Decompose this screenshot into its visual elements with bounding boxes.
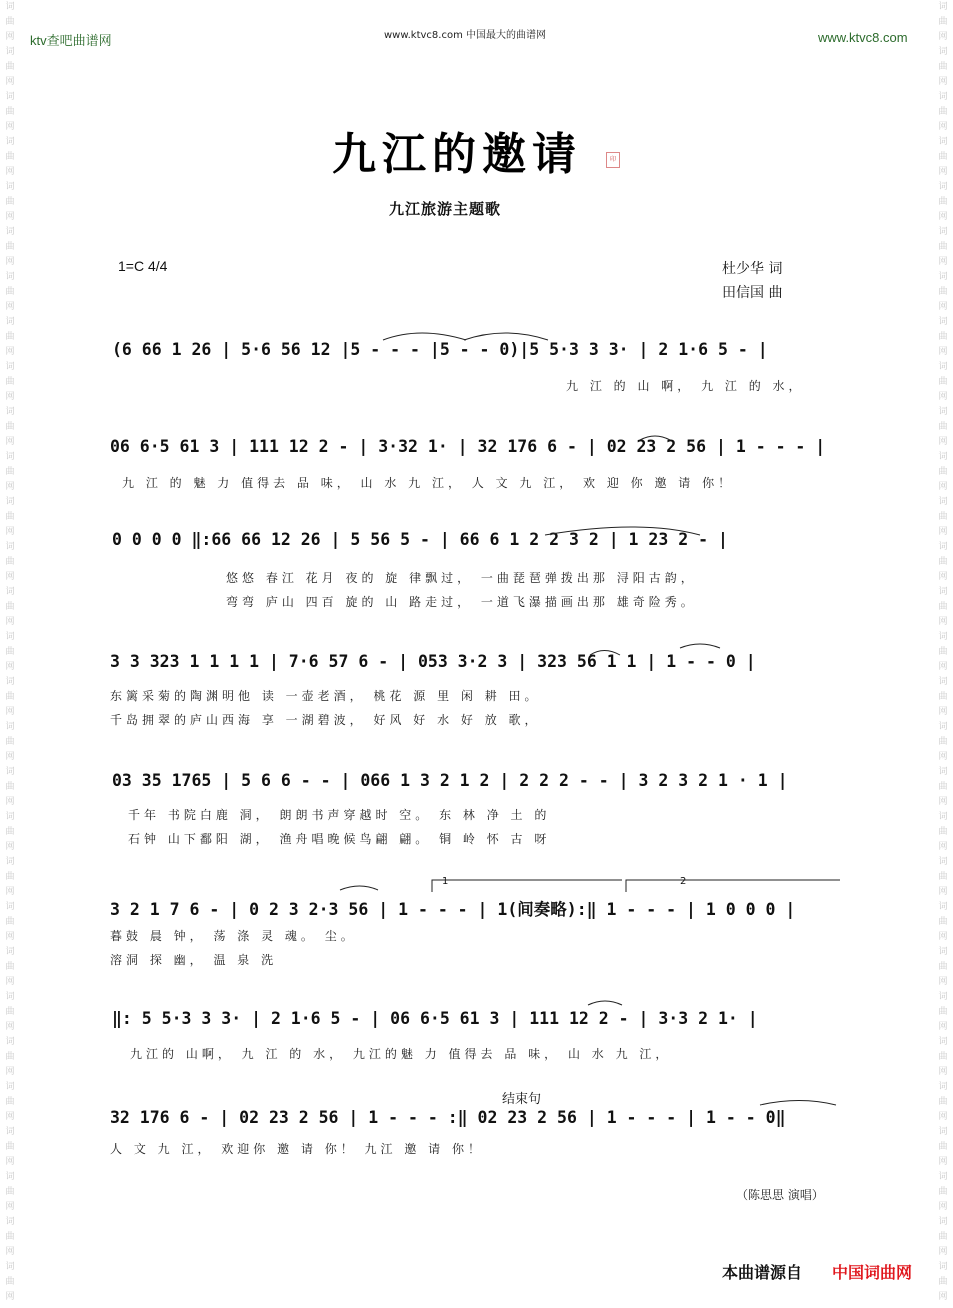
watermark-char: 网 bbox=[5, 1247, 15, 1257]
watermark-char: 曲 bbox=[938, 1232, 948, 1242]
watermark-char: 网 bbox=[5, 1112, 15, 1122]
watermark-char: 词 bbox=[5, 452, 15, 462]
watermark-char: 曲 bbox=[938, 107, 948, 117]
watermark-char: 网 bbox=[5, 1067, 15, 1077]
watermark-char: 网 bbox=[938, 842, 948, 852]
watermark-char: 词 bbox=[5, 407, 15, 417]
slur-mark bbox=[545, 527, 700, 535]
watermark-char: 曲 bbox=[938, 917, 948, 927]
watermark-char: 曲 bbox=[938, 872, 948, 882]
watermark-char: 曲 bbox=[938, 287, 948, 297]
lyric-line-5-verse-2: 石钟 山下鄱阳 湖， 渔舟唱晚候鸟翩 翩。 铜 岭 怀 古 呀 bbox=[128, 832, 551, 846]
watermark-char: 词 bbox=[5, 227, 15, 237]
slur-mark bbox=[588, 1001, 622, 1005]
watermark-char: 词 bbox=[938, 497, 948, 507]
volta-2-number: 2 bbox=[680, 876, 687, 887]
watermark-char: 网 bbox=[938, 887, 948, 897]
ending-label: 结束句 bbox=[502, 1092, 542, 1107]
watermark-char: 曲 bbox=[5, 107, 15, 117]
watermark-char: 词 bbox=[5, 677, 15, 687]
watermark-char: 网 bbox=[5, 302, 15, 312]
watermark-char: 曲 bbox=[938, 962, 948, 972]
lyricist-credit: 杜少华 词 bbox=[722, 261, 783, 277]
watermark-char: 词 bbox=[5, 857, 15, 867]
watermark-char: 曲 bbox=[5, 962, 15, 972]
watermark-char: 词 bbox=[5, 362, 15, 372]
watermark-char: 网 bbox=[5, 77, 15, 87]
watermark-char: 网 bbox=[938, 77, 948, 87]
watermark-char: 词 bbox=[5, 317, 15, 327]
seal-stamp: 印 bbox=[606, 152, 620, 168]
watermark-char: 词 bbox=[5, 2, 15, 12]
lyric-line-1-verse-1: 九 江 的 山 啊， 九 江 的 水， bbox=[566, 379, 805, 393]
watermark-char: 词 bbox=[5, 47, 15, 57]
watermark-char: 词 bbox=[938, 542, 948, 552]
watermark-char: 词 bbox=[5, 767, 15, 777]
watermark-char: 词 bbox=[5, 1082, 15, 1092]
watermark-char: 词 bbox=[938, 1037, 948, 1047]
watermark-char: 网 bbox=[938, 32, 948, 42]
score-line-7: ‖: 5 5·3 3 3· | 2 1·6 5 - | 06 6·5 61 3 | 111 12 2 - | 3·3 2 1· | bbox=[112, 1009, 758, 1028]
watermark-char: 曲 bbox=[938, 1277, 948, 1287]
watermark-char: 曲 bbox=[5, 242, 15, 252]
watermark-char: 词 bbox=[5, 137, 15, 147]
watermark-char: 词 bbox=[5, 497, 15, 507]
watermark-char: 曲 bbox=[938, 512, 948, 522]
watermark-char: 网 bbox=[5, 122, 15, 132]
watermark-char: 曲 bbox=[938, 377, 948, 387]
watermark-char: 词 bbox=[5, 182, 15, 192]
watermark-char: 词 bbox=[938, 227, 948, 237]
watermark-char: 曲 bbox=[938, 17, 948, 27]
watermark-char: 网 bbox=[938, 527, 948, 537]
watermark-char: 网 bbox=[5, 797, 15, 807]
lyric-line-7-verse-1: 九江的 山啊， 九 江 的 水， 九江的魅 力 值得去 品 味， 山 水 九 江， bbox=[130, 1047, 672, 1061]
watermark-char: 词 bbox=[5, 587, 15, 597]
watermark-char: 曲 bbox=[5, 1007, 15, 1017]
watermark-char: 词 bbox=[938, 1082, 948, 1092]
watermark-char: 词 bbox=[938, 1262, 948, 1272]
watermark-char: 网 bbox=[938, 1112, 948, 1122]
watermark-char: 词 bbox=[5, 992, 15, 1002]
watermark-char: 网 bbox=[5, 662, 15, 672]
watermark-char: 曲 bbox=[938, 1142, 948, 1152]
watermark-char: 曲 bbox=[5, 647, 15, 657]
watermark-char: 网 bbox=[938, 797, 948, 807]
watermark-char: 曲 bbox=[938, 1052, 948, 1062]
watermark-char: 曲 bbox=[938, 557, 948, 567]
watermark-char: 网 bbox=[938, 257, 948, 267]
watermark-char: 词 bbox=[938, 407, 948, 417]
watermark-char: 词 bbox=[938, 47, 948, 57]
header-site-name[interactable]: ktv查吧曲谱网 bbox=[30, 33, 112, 48]
watermark-char: 词 bbox=[5, 947, 15, 957]
watermark-char: 网 bbox=[5, 887, 15, 897]
volta-1-number: 1 bbox=[442, 876, 449, 887]
header-site-tagline[interactable]: www.ktvc8.com 中国最大的曲谱网 bbox=[384, 30, 547, 41]
watermark-char: 词 bbox=[938, 182, 948, 192]
watermark-char: 网 bbox=[938, 482, 948, 492]
composer-credit: 田信国 曲 bbox=[722, 285, 783, 301]
score-line-3: 0 0 0 0 ‖:66 66 12 26 | 5 56 5 - | 66 6 1 2 2 3 2 | 1 23 2 - | bbox=[112, 530, 728, 549]
watermark-char: 网 bbox=[938, 347, 948, 357]
watermark-char: 词 bbox=[938, 137, 948, 147]
watermark-char: 曲 bbox=[5, 1097, 15, 1107]
watermark-char: 词 bbox=[5, 812, 15, 822]
watermark-char: 曲 bbox=[938, 827, 948, 837]
key-time-signature: 1=C 4/4 bbox=[118, 258, 168, 274]
lyric-line-2-verse-1: 九 江 的 魅 力 值得去 品 味， 山 水 九 江， 人 文 九 江， 欢 迎 你 邀 请 你！ bbox=[122, 476, 735, 490]
watermark-char: 网 bbox=[5, 347, 15, 357]
watermark-char: 词 bbox=[5, 1262, 15, 1272]
watermark-char: 网 bbox=[938, 1202, 948, 1212]
lyric-line-3-verse-1: 悠悠 春江 花月 夜的 旋 律飘过， 一曲琵琶弹拨出那 浔阳古韵， bbox=[226, 571, 697, 585]
watermark-char: 网 bbox=[5, 1202, 15, 1212]
slur-mark bbox=[340, 886, 378, 890]
watermark-char: 词 bbox=[938, 857, 948, 867]
source-site-name[interactable]: 中国词曲网 bbox=[832, 1263, 913, 1282]
watermark-char: 网 bbox=[938, 1157, 948, 1167]
lyric-line-5-verse-1: 千年 书院白鹿 洞， 朗朗书声穿越时 空。 东 林 净 土 的 bbox=[128, 808, 551, 822]
watermark-char: 曲 bbox=[938, 782, 948, 792]
watermark-char: 网 bbox=[938, 662, 948, 672]
watermark-char: 曲 bbox=[938, 647, 948, 657]
slur-mark bbox=[590, 651, 620, 656]
watermark-char: 词 bbox=[938, 362, 948, 372]
watermark-char: 曲 bbox=[938, 692, 948, 702]
watermark-char: 网 bbox=[5, 572, 15, 582]
watermark-char: 词 bbox=[5, 92, 15, 102]
source-label: 本曲谱源自 bbox=[722, 1263, 803, 1282]
watermark-char: 网 bbox=[938, 212, 948, 222]
watermark-char: 曲 bbox=[938, 242, 948, 252]
lyric-line-6-verse-2: 溶洞 探 幽， 温 泉 洗 bbox=[110, 953, 278, 967]
watermark-char: 曲 bbox=[938, 1187, 948, 1197]
slur-mark bbox=[760, 1101, 836, 1106]
watermark-char: 网 bbox=[5, 977, 15, 987]
performer-credit: （陈思思 演唱） bbox=[736, 1188, 824, 1202]
watermark-char: 词 bbox=[5, 902, 15, 912]
watermark-char: 曲 bbox=[5, 512, 15, 522]
watermark-char: 曲 bbox=[5, 1142, 15, 1152]
watermark-char: 词 bbox=[938, 587, 948, 597]
score-line-1: (6 66 1 26 | 5·6 56 12 |5 - - - |5 - - 0)|5 5·3 3 3· | 2 1·6 5 - | bbox=[112, 340, 768, 359]
watermark-char: 词 bbox=[938, 272, 948, 282]
watermark-char: 词 bbox=[5, 1037, 15, 1047]
watermark-char: 曲 bbox=[5, 17, 15, 27]
watermark-char: 曲 bbox=[5, 287, 15, 297]
watermark-char: 词 bbox=[938, 677, 948, 687]
watermark-char: 网 bbox=[938, 752, 948, 762]
watermark-char: 词 bbox=[5, 1127, 15, 1137]
song-subtitle: 九江旅游主题歌 bbox=[389, 200, 502, 218]
lyric-line-6-verse-1: 暮鼓 晨 钟， 荡 涤 灵 魂。 尘。 bbox=[110, 929, 357, 943]
score-line-8: 32 176 6 - | 02 23 2 56 | 1 - - - :‖ 02 23 2 56 | 1 - - - | 1 - - 0‖ bbox=[110, 1108, 786, 1127]
watermark-char: 曲 bbox=[938, 62, 948, 72]
watermark-char: 网 bbox=[938, 572, 948, 582]
watermark-char: 词 bbox=[5, 1217, 15, 1227]
watermark-char: 网 bbox=[5, 212, 15, 222]
watermark-char: 网 bbox=[5, 932, 15, 942]
watermark-char: 曲 bbox=[938, 197, 948, 207]
watermark-char: 词 bbox=[5, 1172, 15, 1182]
watermark-char: 网 bbox=[938, 617, 948, 627]
watermark-char: 曲 bbox=[5, 422, 15, 432]
song-title: 九江的邀请 bbox=[332, 129, 582, 180]
volta-2-bracket bbox=[626, 880, 840, 892]
watermark-char: 曲 bbox=[938, 152, 948, 162]
watermark-char: 曲 bbox=[5, 557, 15, 567]
watermark-char: 词 bbox=[938, 722, 948, 732]
watermark-char: 网 bbox=[938, 1247, 948, 1257]
watermark-char: 曲 bbox=[5, 692, 15, 702]
watermark-char: 词 bbox=[938, 1127, 948, 1137]
watermark-char: 曲 bbox=[5, 377, 15, 387]
watermark-char: 曲 bbox=[5, 782, 15, 792]
watermark-char: 词 bbox=[938, 1217, 948, 1227]
watermark-char: 曲 bbox=[5, 602, 15, 612]
watermark-char: 网 bbox=[938, 302, 948, 312]
watermark-char: 网 bbox=[938, 167, 948, 177]
watermark-char: 曲 bbox=[938, 1007, 948, 1017]
watermark-char: 词 bbox=[5, 272, 15, 282]
watermark-char: 词 bbox=[5, 542, 15, 552]
lyric-line-3-verse-2: 弯弯 庐山 四百 旋的 山 路走过， 一道飞瀑描画出那 雄奇险秀。 bbox=[226, 595, 697, 609]
slur-mark bbox=[464, 333, 548, 340]
watermark-char: 网 bbox=[938, 437, 948, 447]
watermark-char: 曲 bbox=[5, 62, 15, 72]
watermark-char: 网 bbox=[5, 167, 15, 177]
watermark-char: 网 bbox=[5, 752, 15, 762]
slur-mark bbox=[640, 436, 670, 440]
watermark-char: 曲 bbox=[5, 197, 15, 207]
watermark-char: 网 bbox=[938, 707, 948, 717]
watermark-char: 曲 bbox=[938, 422, 948, 432]
watermark-char: 曲 bbox=[5, 1052, 15, 1062]
volta-1-bracket bbox=[432, 880, 622, 892]
watermark-char: 网 bbox=[5, 482, 15, 492]
lyric-line-8-verse-1: 人 文 九 江， 欢迎你 邀 请 你！ 九江 邀 请 你！ bbox=[110, 1142, 484, 1156]
score-line-2: 06 6·5 61 3 | 111 12 2 - | 3·32 1· | 32 176 6 - | 02 23 2 56 | 1 - - - | bbox=[110, 437, 826, 456]
score-line-5: 03 35 1765 | 5 6 6 - - | 066 1 3 2 1 2 | 2 2 2 - - | 3 2 3 2 1 · 1 | bbox=[112, 771, 788, 790]
watermark-char: 曲 bbox=[5, 917, 15, 927]
watermark-char: 网 bbox=[938, 392, 948, 402]
watermark-char: 曲 bbox=[5, 332, 15, 342]
watermark-char: 网 bbox=[5, 1292, 15, 1302]
slur-mark bbox=[680, 644, 720, 648]
header-site-url[interactable]: www.ktvc8.com bbox=[818, 30, 908, 45]
watermark-char: 曲 bbox=[5, 872, 15, 882]
watermark-char: 网 bbox=[938, 977, 948, 987]
watermark-char: 词 bbox=[938, 1172, 948, 1182]
watermark-char: 网 bbox=[5, 1157, 15, 1167]
watermark-char: 曲 bbox=[938, 467, 948, 477]
score-line-4: 3 3 323 1 1 1 1 | 7·6 57 6 - | 053 3·2 3 | 323 56 1 1 | 1 - - 0 | bbox=[110, 652, 756, 671]
watermark-char: 曲 bbox=[5, 1187, 15, 1197]
watermark-char: 曲 bbox=[938, 1097, 948, 1107]
watermark-char: 词 bbox=[938, 632, 948, 642]
watermark-char: 网 bbox=[5, 392, 15, 402]
watermark-char: 曲 bbox=[5, 467, 15, 477]
watermark-char: 词 bbox=[938, 767, 948, 777]
watermark-char: 曲 bbox=[938, 332, 948, 342]
watermark-char: 词 bbox=[938, 317, 948, 327]
slur-mark bbox=[383, 333, 466, 340]
watermark-char: 网 bbox=[5, 617, 15, 627]
watermark-char: 词 bbox=[938, 902, 948, 912]
watermark-char: 词 bbox=[938, 2, 948, 12]
watermark-char: 网 bbox=[5, 842, 15, 852]
watermark-char: 网 bbox=[938, 932, 948, 942]
lyric-line-4-verse-2: 千岛拥翠的庐山西海 享 一湖碧波， 好风 好 水 好 放 歌， bbox=[110, 713, 541, 727]
watermark-char: 曲 bbox=[938, 737, 948, 747]
score-line-6: 3 2 1 7 6 - | 0 2 3 2·3 56 | 1 - - - | 1(间奏略):‖ 1 - - - | 1 0 0 0 | bbox=[110, 900, 796, 919]
watermark-char: 词 bbox=[938, 947, 948, 957]
watermark-char: 网 bbox=[5, 1022, 15, 1032]
watermark-char: 网 bbox=[938, 1292, 948, 1302]
watermark-char: 词 bbox=[938, 812, 948, 822]
watermark-char: 词 bbox=[938, 992, 948, 1002]
watermark-char: 曲 bbox=[938, 602, 948, 612]
lyric-line-4-verse-1: 东篱采菊的陶渊明他 读 一壶老酒， 桃花 源 里 闲 耕 田。 bbox=[110, 689, 541, 703]
watermark-char: 网 bbox=[5, 257, 15, 267]
watermark-char: 词 bbox=[938, 92, 948, 102]
watermark-char: 网 bbox=[5, 32, 15, 42]
watermark-char: 网 bbox=[938, 1067, 948, 1077]
watermark-char: 曲 bbox=[5, 1277, 15, 1287]
watermark-char: 曲 bbox=[5, 827, 15, 837]
watermark-char: 曲 bbox=[5, 737, 15, 747]
watermark-char: 曲 bbox=[5, 152, 15, 162]
watermark-char: 网 bbox=[938, 1022, 948, 1032]
watermark-char: 网 bbox=[5, 527, 15, 537]
watermark-char: 网 bbox=[5, 437, 15, 447]
watermark-char: 词 bbox=[5, 722, 15, 732]
watermark-char: 网 bbox=[5, 707, 15, 717]
watermark-char: 网 bbox=[938, 122, 948, 132]
watermark-char: 词 bbox=[5, 632, 15, 642]
watermark-char: 曲 bbox=[5, 1232, 15, 1242]
watermark-char: 词 bbox=[938, 452, 948, 462]
